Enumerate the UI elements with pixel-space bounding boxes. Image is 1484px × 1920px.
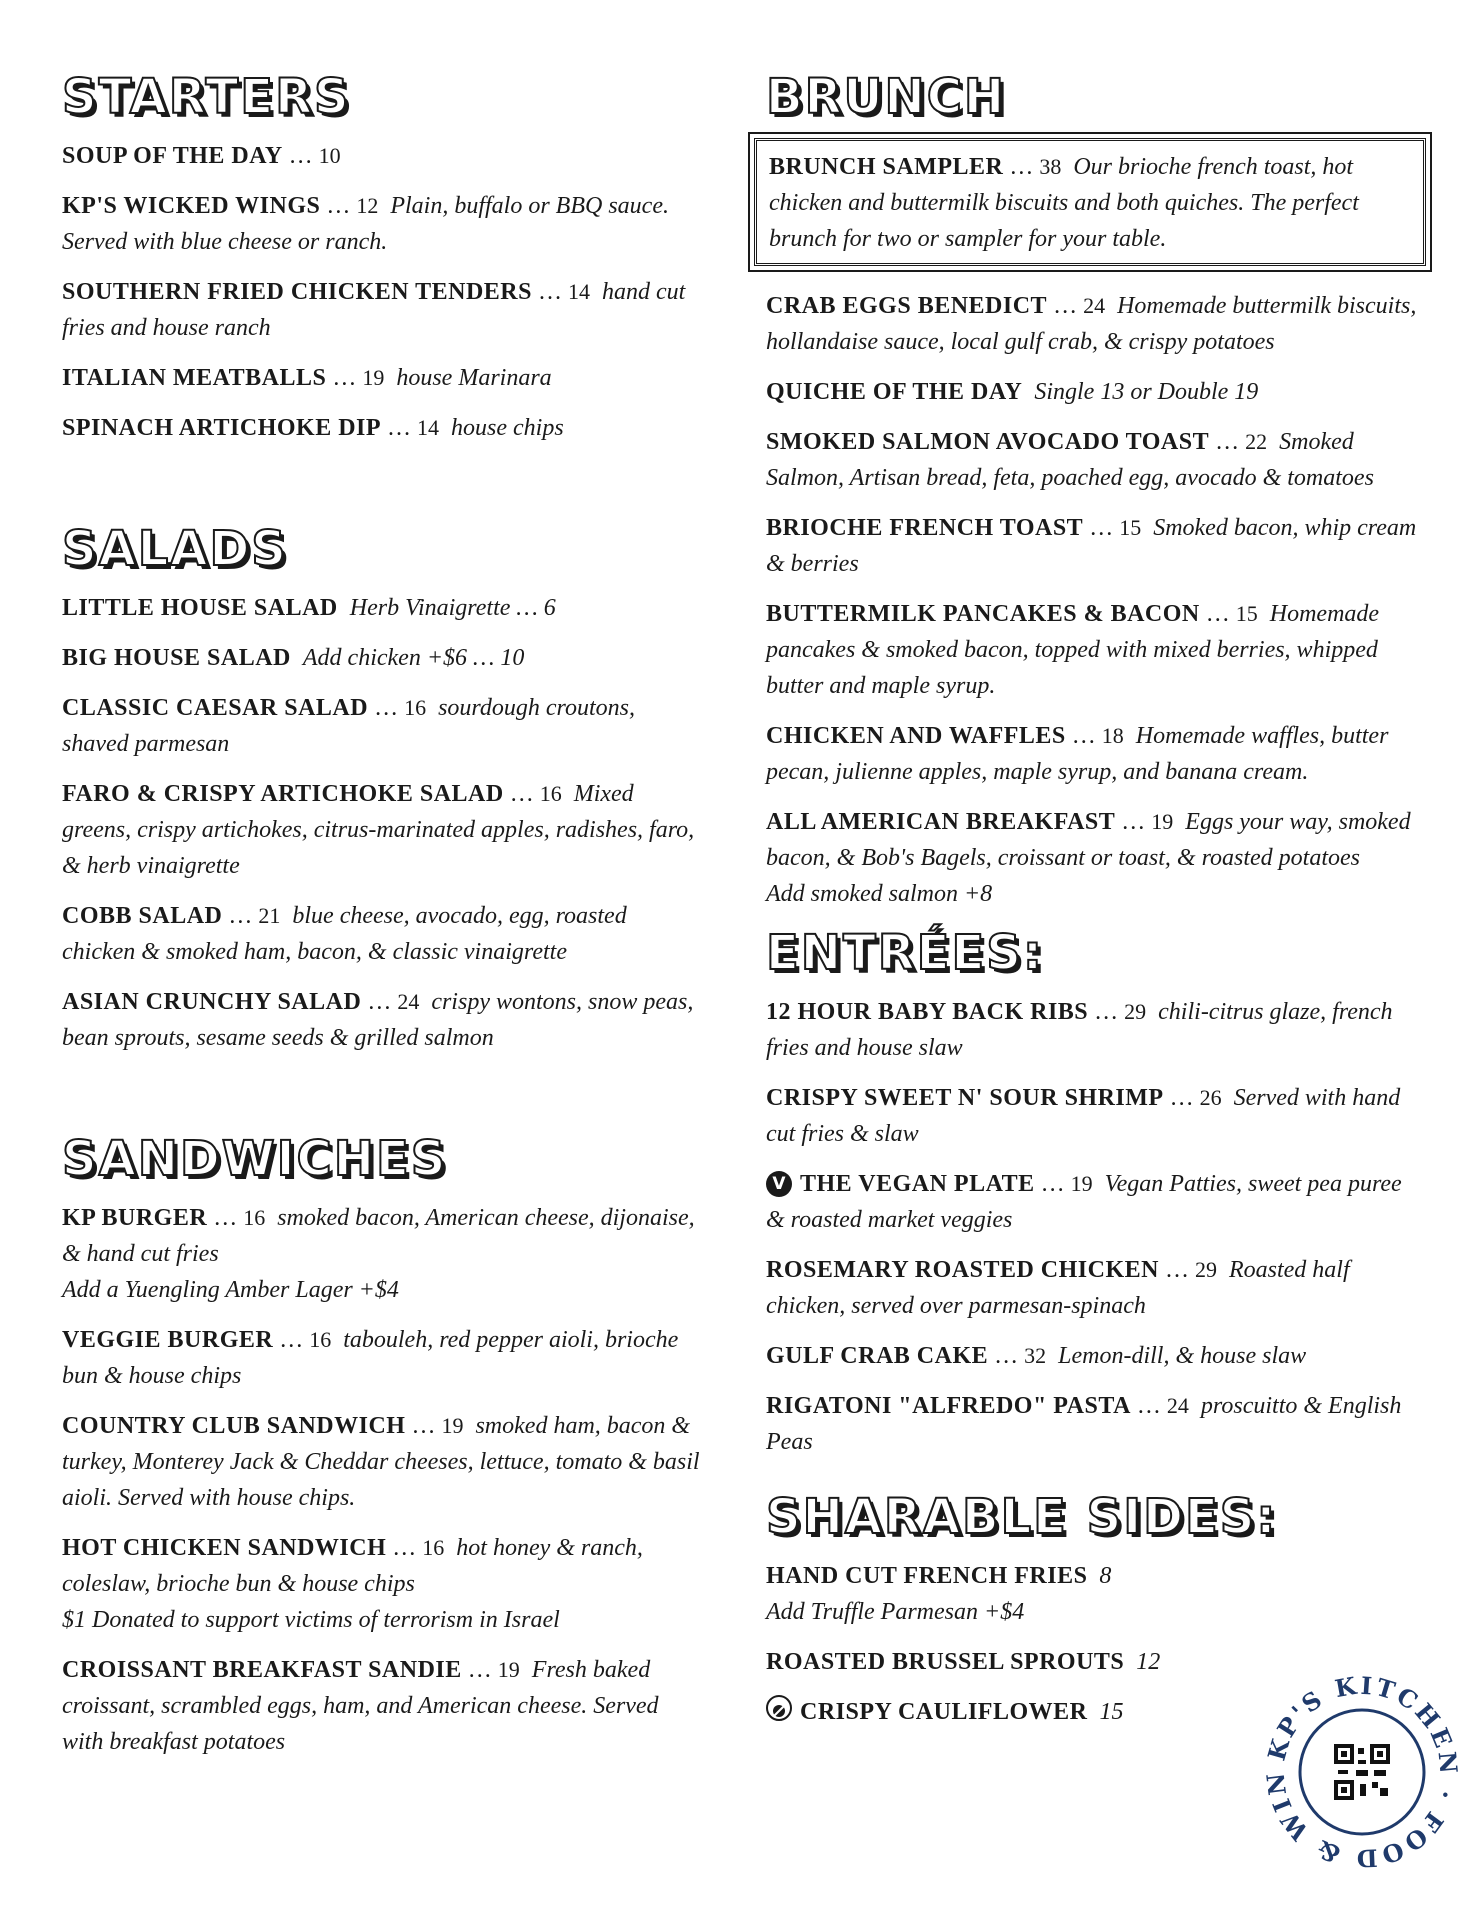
item-name: SOUP OF THE DAY (62, 143, 283, 169)
item-name: CRAB EGGS BENEDICT (766, 293, 1048, 319)
item-name: COBB SALAD (62, 903, 223, 929)
item-desc: proscuitto & English Peas (766, 1393, 1402, 1455)
item-desc: smoked ham, bacon & turkey, Monterey Jack & Cheddar cheeses, lettuce, tomato & basil aioli. Served with house chips. (62, 1413, 700, 1511)
item-name: RIGATONI "ALFREDO" PASTA (766, 1393, 1131, 1419)
item-name: GULF CRAB CAKE (766, 1343, 989, 1369)
item-desc: Mixed greens, crispy artichokes, citrus-marinated apples, radishes, faro, & herb vinaigrette (62, 781, 695, 879)
item-desc: Single 13 or Double 19 (1034, 379, 1259, 405)
item-desc: crispy wontons, snow peas, bean sprouts, sesame seeds & grilled salmon (62, 989, 694, 1051)
menu-item: SOUP OF THE DAY … 10 (62, 143, 341, 169)
item-name: SPINACH ARTICHOKE DIP (62, 415, 382, 441)
item-desc: Homemade pancakes & smoked bacon, topped with mixed berries, whipped butter and maple syrup. (766, 601, 1380, 699)
menu-item: HOT CHICKEN SANDWICH … 16 hot honey & ranch, coleslaw, brioche bun & house chips $1 Donated to support victims of terrorism in Israel (62, 1530, 702, 1638)
item-name: CLASSIC CAESAR SALAD (62, 695, 369, 721)
item-price: 21 (258, 903, 281, 928)
item-desc: house chips (451, 415, 564, 441)
item-desc: house Marinara (396, 365, 552, 391)
item-price: 15 (1099, 1699, 1124, 1725)
gluten-free-icon (766, 1695, 792, 1721)
item-name: KP'S WICKED WINGS (62, 193, 321, 219)
section-title-starters: STARTERS (62, 69, 351, 125)
item-name: LITTLE HOUSE SALAD (62, 595, 338, 621)
vegan-icon: V (766, 1171, 792, 1197)
item-desc: Fresh baked croissant, scrambled eggs, ham, and American cheese. Served with breakfast potatoes (62, 1657, 659, 1755)
item-price: 16 (309, 1327, 332, 1352)
item-name: BRIOCHE FRENCH TOAST (766, 515, 1084, 541)
item-desc: sourdough croutons, shaved parmesan (62, 695, 635, 757)
item-price: 16 (243, 1205, 266, 1230)
item-price: 24 (1166, 1393, 1189, 1418)
menu-item: SPINACH ARTICHOKE DIP … 14 house chips (62, 415, 564, 441)
item-name: CRISPY SWEET N' SOUR SHRIMP (766, 1085, 1164, 1111)
item-price: Add chicken +$6 … 10 (302, 645, 525, 671)
item-price: 19 (1151, 809, 1174, 834)
item-desc: Homemade buttermilk biscuits, hollandaise sauce, local gulf crab, & crispy potatoes (766, 293, 1417, 355)
item-name: VEGGIE BURGER (62, 1327, 274, 1353)
item-price: 15 (1119, 515, 1142, 540)
menu-item: BUTTERMILK PANCAKES & BACON … 15 Homemade pancakes & smoked bacon, topped with mixed berries, whipped butter and maple syrup. (766, 601, 1380, 699)
item-price: 14 (567, 279, 590, 304)
item-desc: Smoked Salmon, Artisan bread, feta, poached egg, avocado & tomatoes (766, 429, 1374, 491)
item-name: THE VEGAN PLATE (800, 1171, 1035, 1197)
item-price: 24 (1083, 293, 1106, 318)
menu-item (62, 590, 702, 626)
menu-item (62, 640, 702, 676)
kps-kitchen-seal-logo (1262, 1672, 1462, 1872)
item-name: ROSEMARY ROASTED CHICKEN (766, 1257, 1159, 1283)
menu-item: 12 HOUR BABY BACK RIBS … 29 chili-citrus glaze, french fries and house slaw (766, 999, 1393, 1061)
section-title-salads: SALADS (62, 521, 288, 577)
item-desc: Lemon-dill, & house slaw (1058, 1343, 1307, 1369)
item-price: 10 (318, 143, 341, 168)
item-price: 19 (1070, 1171, 1093, 1196)
featured-item-box: BRUNCH SAMPLER … 38 Our brioche french toast, hot chicken and buttermilk biscuits and both quiches. The perfect brunch for two or sampler for your table. (754, 138, 1426, 266)
item-price: 16 (404, 695, 427, 720)
item-desc: Served with hand cut fries & slaw (766, 1085, 1401, 1147)
menu-item: CRAB EGGS BENEDICT … 24 Homemade buttermilk biscuits, hollandaise sauce, local gulf crab, & crispy potatoes (766, 293, 1417, 355)
menu-item: CRISPY SWEET N' SOUR SHRIMP … 26 Served with hand cut fries & slaw (766, 1085, 1401, 1147)
left-column (62, 70, 702, 1774)
item-price: 29 (1124, 999, 1147, 1024)
item-price: 16 (539, 781, 562, 806)
item-name: ASIAN CRUNCHY SALAD (62, 989, 362, 1015)
menu-item: ITALIAN MEATBALLS … 19 house Marinara (62, 365, 552, 391)
item-note: Add a Yuengling Amber Lager +$4 (62, 1277, 399, 1303)
menu-item: SOUTHERN FRIED CHICKEN TENDERS … 14 hand cut fries and house ranch (62, 279, 686, 341)
item-price: 38 (1039, 154, 1062, 179)
item-price: 32 (1024, 1343, 1047, 1368)
item-name: HOT CHICKEN SANDWICH (62, 1535, 387, 1561)
menu-item: SMOKED SALMON AVOCADO TOAST … 22 Smoked Salmon, Artisan bread, feta, poached egg, avocado & tomatoes (766, 429, 1374, 491)
right-column (766, 70, 1426, 1744)
menu-item: KP BURGER … 16 smoked bacon, American cheese, dijonaise, & hand cut fries Add a Yuengling Amber Lager +$4 (62, 1200, 702, 1308)
menu-item: CROISSANT BREAKFAST SANDIE … 19 Fresh baked croissant, scrambled eggs, ham, and American cheese. Served with breakfast potatoes (62, 1657, 659, 1755)
menu-item: COUNTRY CLUB SANDWICH … 19 smoked ham, bacon & turkey, Monterey Jack & Cheddar cheeses, lettuce, tomato & basil aioli. Served with house chips. (62, 1413, 700, 1511)
item-name: SOUTHERN FRIED CHICKEN TENDERS (62, 279, 532, 305)
item-price: Herb Vinaigrette … 6 (349, 595, 556, 621)
item-name: ITALIAN MEATBALLS (62, 365, 327, 391)
item-desc: Roasted half chicken, served over parmesan-spinach (766, 1257, 1350, 1319)
item-name: 12 HOUR BABY BACK RIBS (766, 999, 1089, 1025)
section-title-sides: SHARABLE SIDES: (766, 1489, 1278, 1545)
item-price: 19 (497, 1657, 520, 1682)
item-price: 26 (1199, 1085, 1222, 1110)
menu-item: CLASSIC CAESAR SALAD … 16 sourdough croutons, shaved parmesan (62, 695, 635, 757)
section-title-entrees: ENTRÉES: (766, 925, 1045, 981)
item-name: HAND CUT FRENCH FRIES (766, 1563, 1088, 1589)
item-price: 16 (422, 1535, 445, 1560)
item-name: COUNTRY CLUB SANDWICH (62, 1413, 406, 1439)
item-desc: Homemade waffles, butter pecan, julienne apples, maple syrup, and banana cream. (766, 723, 1389, 785)
svg-text:KP'S KITCHEN · FOOD & WINE: KP'S KITCHEN · FOOD & WIN (1262, 1672, 1462, 1872)
item-desc: smoked bacon, American cheese, dijonaise, & hand cut fries (62, 1205, 695, 1267)
item-desc: hot honey & ranch, coleslaw, brioche bun & house chips (62, 1535, 643, 1597)
item-desc: Our brioche french toast, hot chicken and buttermilk biscuits and both quiches. The perfect brunch for two or sampler for your table. (769, 154, 1359, 252)
item-note: $1 Donated to support victims of terrorism in Israel (62, 1607, 560, 1633)
menu-item: RIGATONI "ALFREDO" PASTA … 24 proscuitto & English Peas (766, 1393, 1402, 1455)
section-title-brunch: BRUNCH (766, 69, 1007, 125)
item-name: KP BURGER (62, 1205, 208, 1231)
item-price: 15 (1235, 601, 1258, 626)
menu-item: VEGGIE BURGER … 16 tabouleh, red pepper aioli, brioche bun & house chips (62, 1327, 679, 1389)
item-name: CHICKEN AND WAFFLES (766, 723, 1066, 749)
item-price: 8 (1099, 1563, 1112, 1589)
item-desc: Plain, buffalo or BBQ sauce. Served with blue cheese or ranch. (62, 193, 669, 255)
item-name: BRUNCH SAMPLER (769, 154, 1004, 180)
item-desc: tabouleh, red pepper aioli, brioche bun & house chips (62, 1327, 679, 1389)
item-name: BUTTERMILK PANCAKES & BACON (766, 601, 1200, 627)
item-price: 19 (441, 1413, 464, 1438)
menu-item: CHICKEN AND WAFFLES … 18 Homemade waffles, butter pecan, julienne apples, maple syrup, and banana cream. (766, 723, 1389, 785)
menu-item: GULF CRAB CAKE … 32 Lemon-dill, & house slaw (766, 1343, 1307, 1369)
item-desc: Eggs your way, smoked bacon, & Bob's Bagels, croissant or toast, & roasted potatoes (766, 809, 1411, 871)
item-price: 12 (1136, 1649, 1161, 1675)
menu-item: ALL AMERICAN BREAKFAST … 19 Eggs your way, smoked bacon, & Bob's Bagels, croissant or toast, & roasted potatoes Add smoked salmon +8 (766, 804, 1426, 912)
item-price: 14 (417, 415, 440, 440)
item-price: 18 (1101, 723, 1124, 748)
item-price: 22 (1245, 429, 1268, 454)
item-name: ROASTED BRUSSEL SPROUTS (766, 1649, 1125, 1675)
item-name: BIG HOUSE SALAD (62, 645, 291, 671)
item-name: CROISSANT BREAKFAST SANDIE (62, 1657, 462, 1683)
item-desc: Smoked bacon, whip cream & berries (766, 515, 1417, 577)
item-desc: hand cut fries and house ranch (62, 279, 686, 341)
item-name: FARO & CRISPY ARTICHOKE SALAD (62, 781, 504, 807)
item-note: Add Truffle Parmesan +$4 (766, 1599, 1025, 1625)
item-price: 24 (397, 989, 420, 1014)
qr-code-icon (1334, 1744, 1390, 1800)
item-price: 29 (1194, 1257, 1217, 1282)
item-note: Add smoked salmon +8 (766, 881, 993, 907)
section-title-sandwiches: SANDWICHES (62, 1131, 448, 1187)
menu-item (766, 1558, 1426, 1630)
menu-item: BRIOCHE FRENCH TOAST … 15 Smoked bacon, whip cream & berries (766, 515, 1417, 577)
menu-item: ASIAN CRUNCHY SALAD … 24 crispy wontons, snow peas, bean sprouts, sesame seeds & grilled salmon (62, 989, 694, 1051)
menu-item: COBB SALAD … 21 blue cheese, avocado, egg, roasted chicken & smoked ham, bacon, & classic vinaigrette (62, 903, 627, 965)
menu-item (766, 374, 1426, 410)
item-name: QUICHE OF THE DAY (766, 379, 1023, 405)
menu-item: V THE VEGAN PLATE … 19 Vegan Patties, sweet pea puree & roasted market veggies (766, 1171, 1402, 1233)
item-price: 12 (356, 193, 379, 218)
menu-item: FARO & CRISPY ARTICHOKE SALAD … 16 Mixed greens, crispy artichokes, citrus-marinated apples, radishes, faro, & herb vinaigrette (62, 781, 695, 879)
menu-item: ROSEMARY ROASTED CHICKEN … 29 Roasted half chicken, served over parmesan-spinach (766, 1257, 1350, 1319)
item-desc: chili-citrus glaze, french fries and house slaw (766, 999, 1393, 1061)
item-price: 19 (362, 365, 385, 390)
item-desc: Vegan Patties, sweet pea puree & roasted market veggies (766, 1171, 1402, 1233)
item-name: ALL AMERICAN BREAKFAST (766, 809, 1116, 835)
item-name: SMOKED SALMON AVOCADO TOAST (766, 429, 1210, 455)
item-name: CRISPY CAULIFLOWER (800, 1699, 1088, 1725)
menu-item: KP'S WICKED WINGS … 12 Plain, buffalo or BBQ sauce. Served with blue cheese or ranch. (62, 193, 669, 255)
item-desc: blue cheese, avocado, egg, roasted chicken & smoked ham, bacon, & classic vinaigrette (62, 903, 627, 965)
